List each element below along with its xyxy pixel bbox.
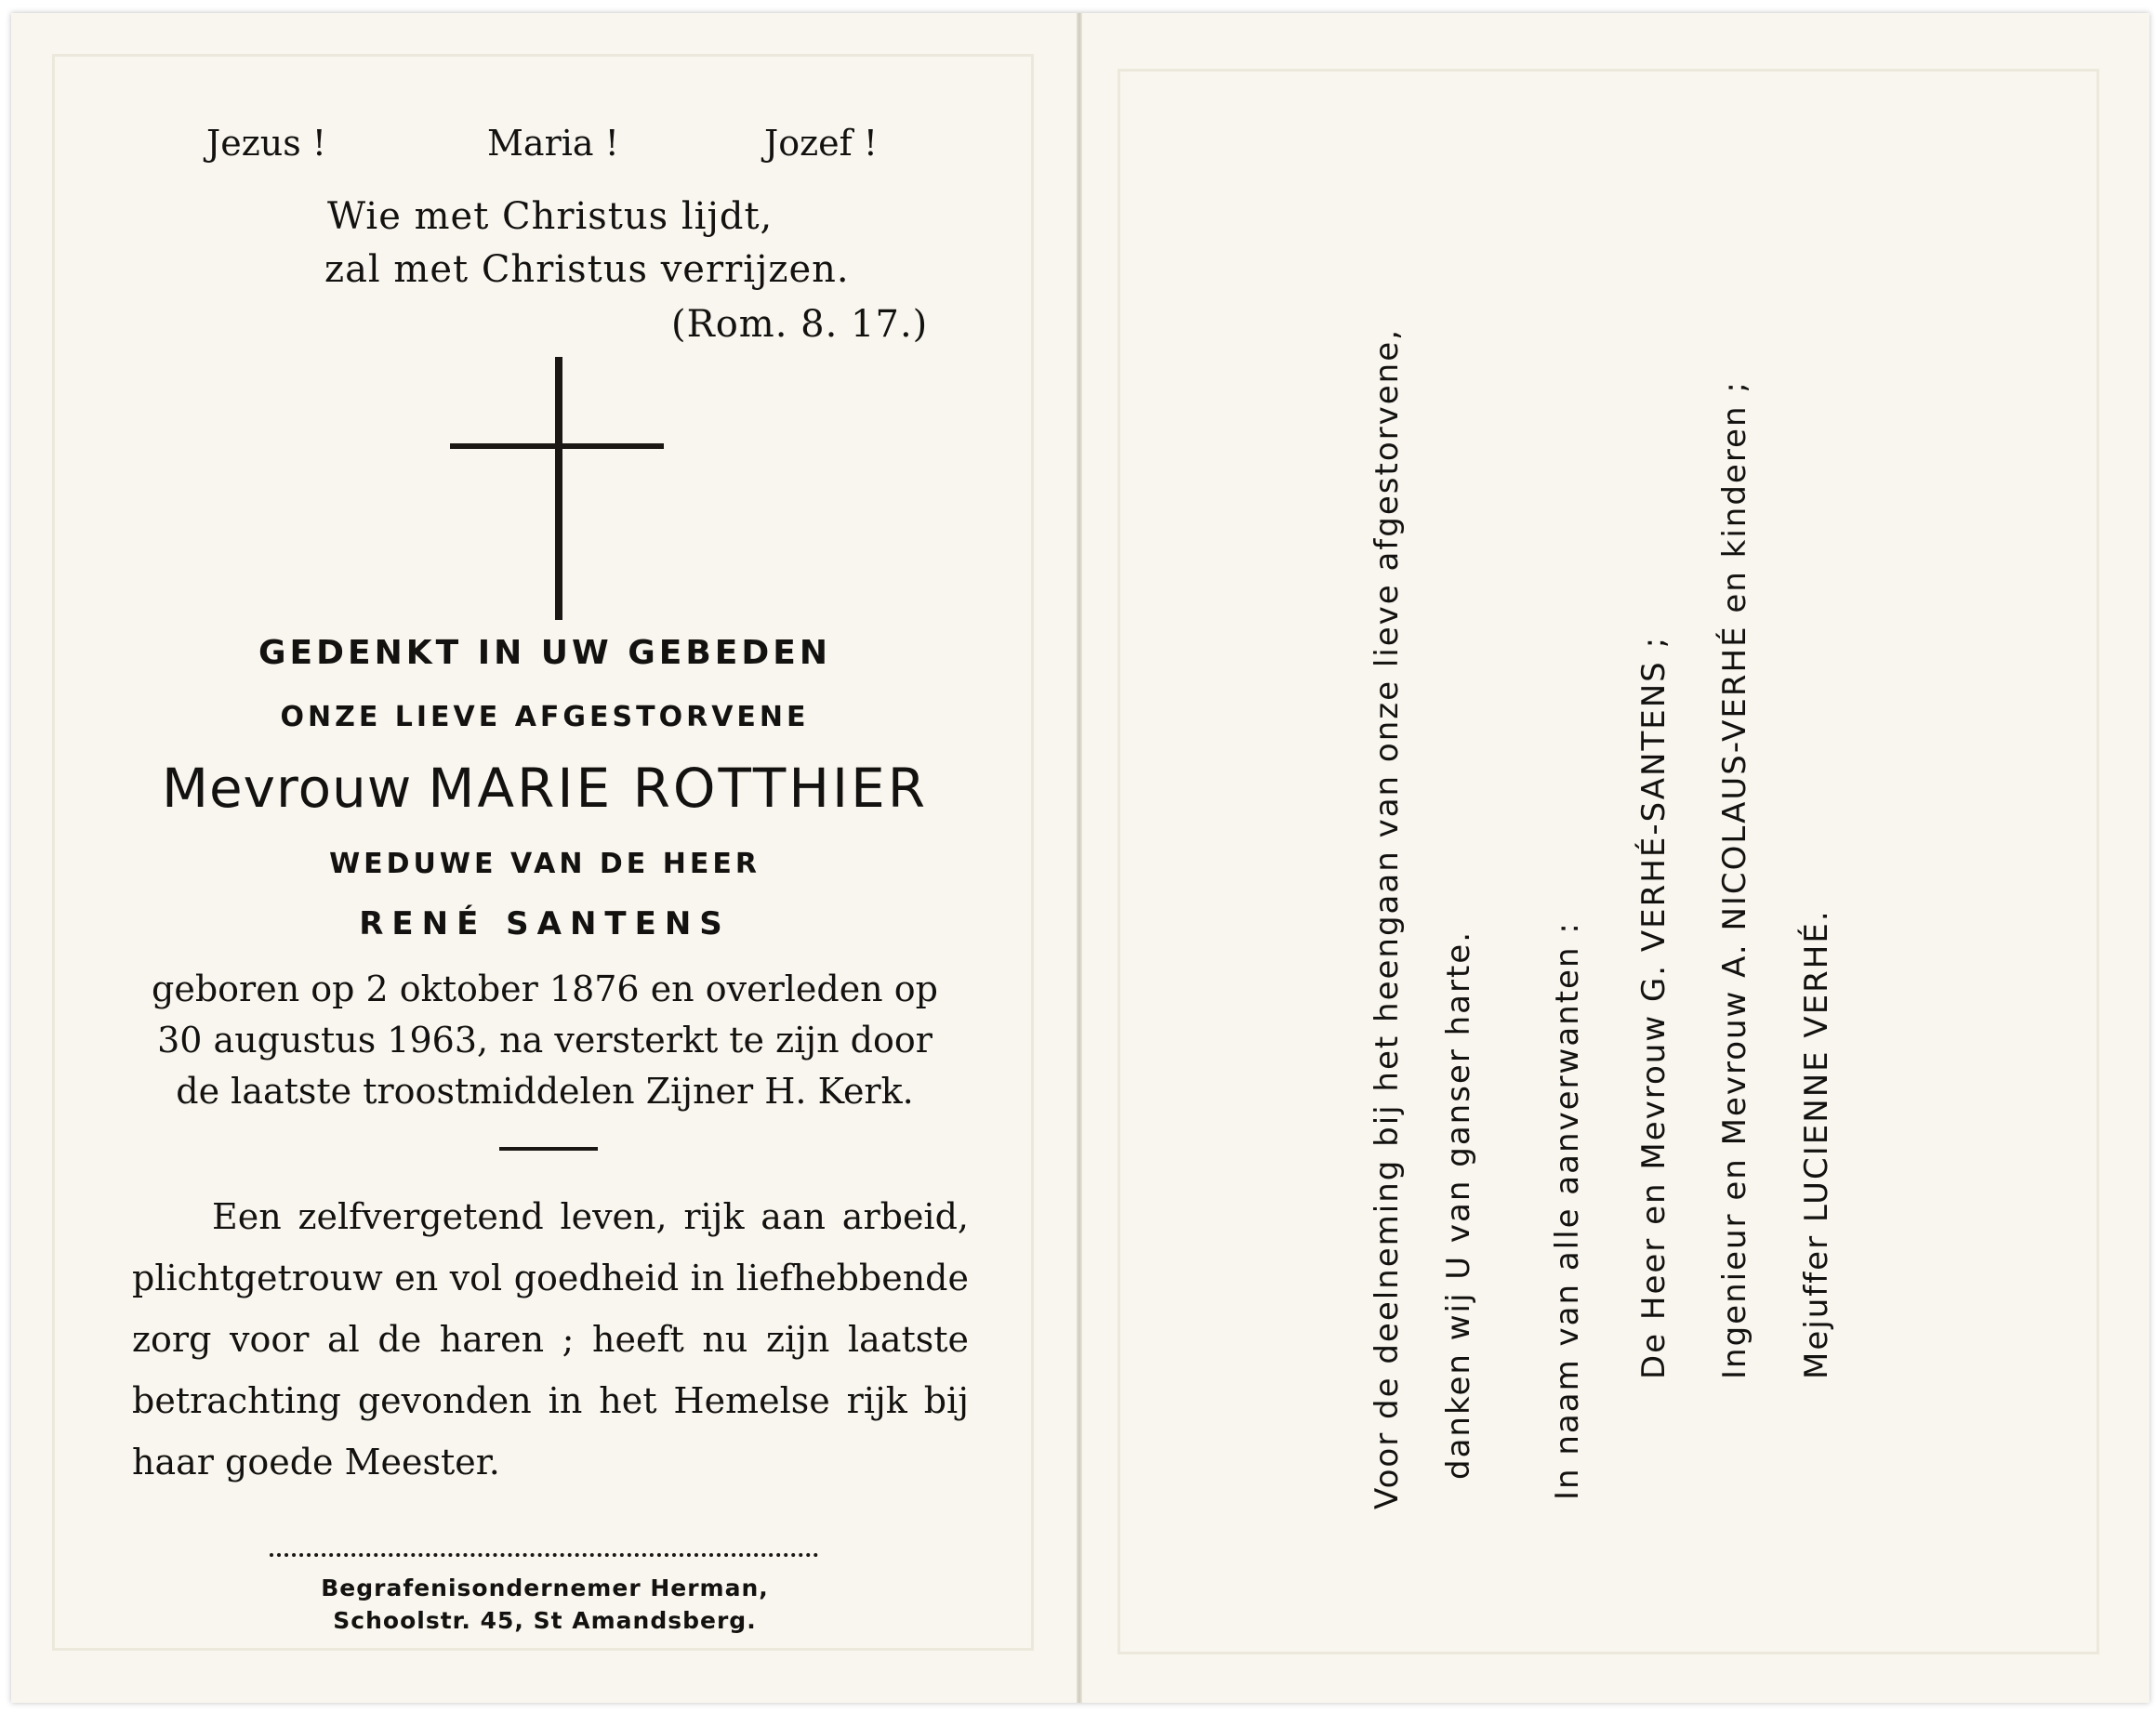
name-prefix: Mevrouw (161, 757, 413, 820)
deceased-name-line (11, 757, 1078, 820)
dotted-divider (270, 1553, 818, 1557)
quote-line-1: Wie met Christus lijdt, (327, 195, 774, 238)
relatives-intro: In naam van alle aanverwanten : (1549, 921, 1586, 1500)
invocation-jozef: Jozef ! (764, 123, 879, 164)
heading-afgestorvene: ONZE LIEVE AFGESTORVENE (280, 701, 810, 733)
deceased-name: MARIE ROTTHIER (428, 757, 929, 820)
details-line-1: geboren op 2 oktober 1876 en overleden op (152, 969, 938, 1009)
cross-icon-vertical (555, 357, 562, 620)
quote-reference: (Rom. 8. 17.) (671, 303, 929, 346)
cross-icon-horizontal (450, 443, 664, 449)
quote-line-2: zal met Christus verrijzen. (324, 248, 850, 291)
divider-rule (499, 1147, 598, 1151)
details-line-3: de laatste troostmiddelen Zijner H. Kerk. (176, 1071, 914, 1112)
relative-verhe-santens: De Heer en Mevrouw G. VERHÉ-SANTENS ; (1635, 635, 1673, 1379)
widow-of: WEDUWE VAN DE HEER (329, 848, 761, 880)
tribute-paragraph: Een zelfvergetend leven, rijk aan arbeid, plichtgetrouw en vol goedheid in liefhebbende zorg voor al de haren ; heeft nu zijn laatste betrachting gevonden in het Hemelse rijk bij haar goede Meester. (132, 1196, 969, 1482)
thanks-line-1: Voor de deelneming bij het heengaan van onze lieve afgestorvene, (1369, 328, 1406, 1509)
relative-lucienne-verhe: Mejuffer LUCIENNE VERHÉ. (1798, 909, 1835, 1379)
right-panel-border (1118, 69, 2099, 1654)
right-panel (1082, 13, 2149, 1703)
thanks-line-2: danken wij U van ganser harte. (1440, 929, 1477, 1480)
relative-nicolaus-verhe: Ingenieur en Mevrouw A. NICOLAUS-VERHÉ en kinderen ; (1716, 380, 1753, 1379)
invocation-maria: Maria ! (487, 123, 619, 164)
details-line-2: 30 augustus 1963, na versterkt te zijn door (157, 1020, 933, 1061)
left-panel (11, 13, 1078, 1703)
husband-name: RENÉ SANTENS (359, 905, 731, 942)
memorial-card (11, 13, 2149, 1703)
heading-gedenkt: GEDENKT IN UW GEBEDEN (258, 634, 832, 672)
undertaker-line-2: Schoolstr. 45, St Amandsberg. (333, 1607, 757, 1634)
undertaker-line-1: Begrafenisondernemer Herman, (321, 1575, 769, 1601)
invocation-jezus: Jezus ! (206, 123, 327, 164)
